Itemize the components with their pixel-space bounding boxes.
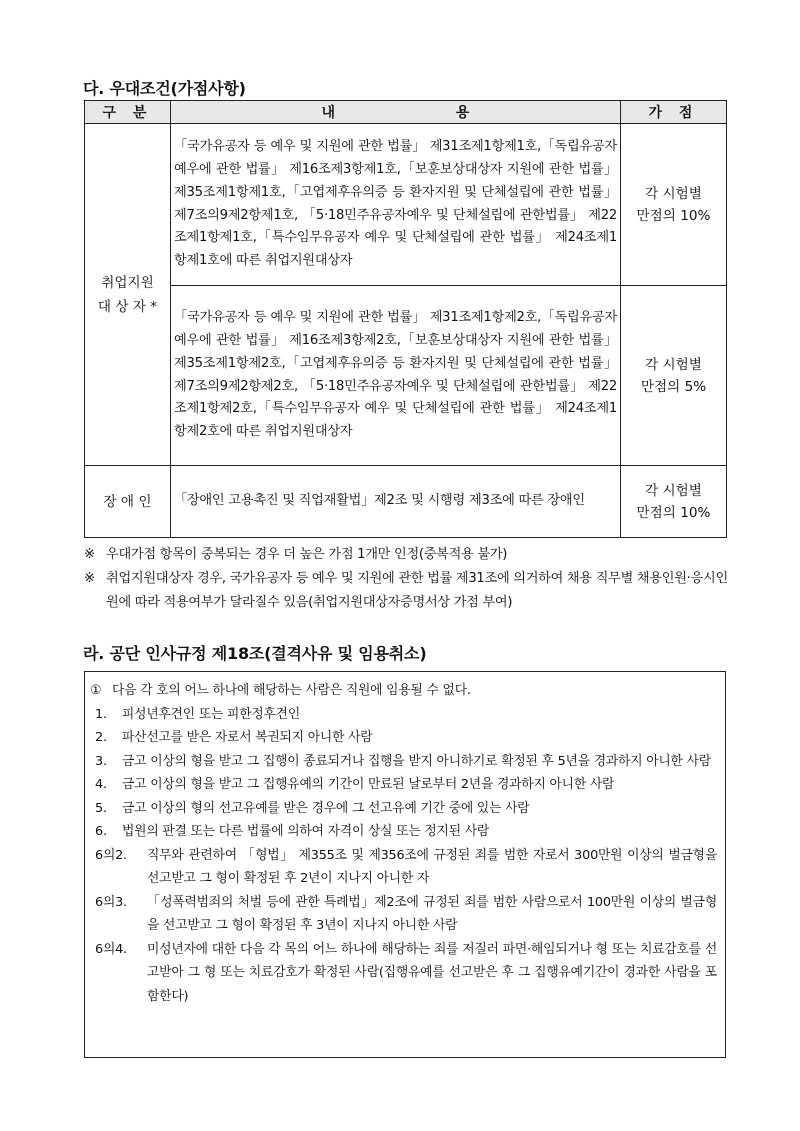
list-item (95, 703, 717, 727)
item-number: 3. (95, 753, 107, 769)
list-item (95, 773, 717, 797)
item-number: 4. (95, 777, 107, 792)
content-cell: 「국가유공자 등 예우 및 지원에 관한 법률」 제31조제1항제2호,「독립유공자예우에 관한 법률」 제16조제3항제2호,「보훈보상대상자 지원에 관한 법률」 제35조제1항제2호,「고엽제후유의증 등 환자지원 및 단체설립에 관한 법률」 제7조의9제2항제2호, 「5·18민주유공자예우 및 단체설립에 관한법률」 제22조제1항제2호,「특수임무유공자 예우 및 단체설립에 관한 법률」 제24조제1항제2호에 따른 취업지원대상자 (171, 286, 621, 466)
clause-text: 다음 각 호의 어느 하나에 해당하는 사람은 직원에 임용될 수 없다. (112, 683, 471, 698)
item-number: 2. (95, 730, 107, 745)
item-number: 1. (95, 706, 107, 722)
points-cell (621, 124, 727, 286)
points-line2: 만점의 5% (640, 378, 707, 395)
preferential-points-table (84, 100, 727, 538)
item-number: 6의3. (95, 894, 127, 910)
list-item (95, 750, 717, 774)
section-heading-disqualification: 라. 공단 인사규정 제18조(결격사유 및 임용취소) (83, 644, 427, 663)
list-item (95, 797, 717, 821)
table-row (85, 124, 727, 286)
list-item (95, 726, 717, 750)
note-text: 취업지원대상자 경우, 국가유공자 등 예우 및 지원에 관한 법률 제31조에 의거하여 채용 직무별 채용인원·응시인원에 따라 적용여부가 달라질수 있음(취업지원대상자증명서상 가점 부여) (106, 571, 728, 610)
note-item (84, 543, 734, 567)
list-item (95, 891, 717, 938)
points-line1: 각 시험별 (645, 482, 702, 499)
reference-mark-icon: ※ (84, 547, 95, 562)
item-text: 피성년후견인 또는 피한정후견인 (122, 706, 301, 722)
content-cell: 「국가유공자 등 예우 및 지원에 관한 법률」 제31조제1항제1호,「독립유공자예우에 관한 법률」 제16조제3항제1호,「보훈보상대상자 지원에 관한 법률」 제35조제1항제1호,「고엽제후유의증 등 환자지원 및 단체설립에 관한 법률」 제7조의9제2항제1호, 「5·18민주유공자예우 및 단체설립에 관한법률」 제22조제1항제1호,「특수임무유공자 예우 및 단체설립에 관한 법률」 제24조제1항제1호에 따른 취업지원대상자 (171, 124, 621, 286)
header-content: 내 용 (171, 101, 621, 124)
item-text: 금고 이상의 형을 받고 그 집행유예의 기간이 만료된 날로부터 2년을 경과하지 아니한 사람 (122, 777, 615, 792)
item-text: 법원의 판결 또는 다른 법률에 의하여 자격이 상실 또는 정지된 사람 (122, 824, 490, 839)
header-category: 구 분 (85, 101, 171, 124)
note-text: 우대가점 항목이 중복되는 경우 더 높은 가점 1개만 인정(중복적용 불가) (106, 547, 508, 562)
item-number: 5. (95, 800, 107, 816)
points-cell (621, 286, 727, 466)
content-cell: 「장애인 고용촉진 및 직업재활법」제2조 및 시행령 제3조에 따른 장애인 (171, 466, 621, 538)
header-points: 가 점 (621, 101, 727, 124)
item-text: 파산선고를 받은 자로서 복권되지 아니한 사람 (122, 730, 373, 745)
list-item (95, 844, 717, 891)
item-text: 미성년자에 대한 다음 각 목의 어느 하나에 해당하는 죄를 저질러 파면·해임되거나 형 또는 치료감호를 선고받아 그 형 또는 치료감호가 확정된 사람(집행유예를 선고받은 후 그 집행유예기간이 경과한 사람을 포함한다) (147, 941, 717, 1004)
item-text: 「성폭력범죄의 처벌 등에 관한 특례법」제2조에 규정된 죄를 범한 사람으로서 100만원 이상의 벌금형을 선고받고 그 형이 확정된 후 3년이 지나지 아니한 사람 (147, 894, 717, 933)
points-cell (621, 466, 727, 538)
disqualification-lead (90, 679, 717, 703)
table-notes (84, 543, 734, 615)
item-text: 직무와 관련하여 「형법」 제355조 및 제356조에 규정된 죄를 범한 자로서 300만원 이상의 벌금형을 선고받고 그 형이 확정된 후 2년이 지나지 아니한 자 (147, 847, 717, 886)
table-header-row (85, 101, 727, 124)
note-item (84, 567, 734, 615)
category-label-line1: 취업지원 (101, 274, 154, 291)
list-item (95, 938, 717, 1009)
points-line2: 만점의 10% (636, 504, 711, 521)
clause-number: ① (90, 683, 102, 698)
item-text: 금고 이상의 형의 선고유예를 받은 경우에 그 선고유예 기간 중에 있는 사람 (122, 800, 530, 816)
category-employment-support (85, 124, 171, 466)
table-row (85, 466, 727, 538)
item-number: 6의4. (95, 941, 127, 957)
points-line1: 각 시험별 (645, 185, 702, 202)
points-line2: 만점의 10% (636, 207, 711, 224)
item-text: 금고 이상의 형을 받고 그 집행이 종료되거나 집행을 받지 아니하기로 확정된 후 5년을 경과하지 아니한 사람 (122, 753, 711, 769)
points-line1: 각 시험별 (645, 356, 702, 373)
category-disabled: 장 애 인 (85, 466, 171, 538)
section-heading-preferential-conditions: 다. 우대조건(가점사항) (83, 79, 246, 98)
item-number: 6. (95, 824, 107, 839)
item-number: 6의2. (95, 847, 127, 863)
reference-mark-icon: ※ (84, 571, 95, 586)
category-label-line2: 대 상 자 * (97, 298, 158, 315)
disqualification-box (84, 671, 726, 1058)
list-item (95, 820, 717, 844)
table-row (85, 286, 727, 466)
